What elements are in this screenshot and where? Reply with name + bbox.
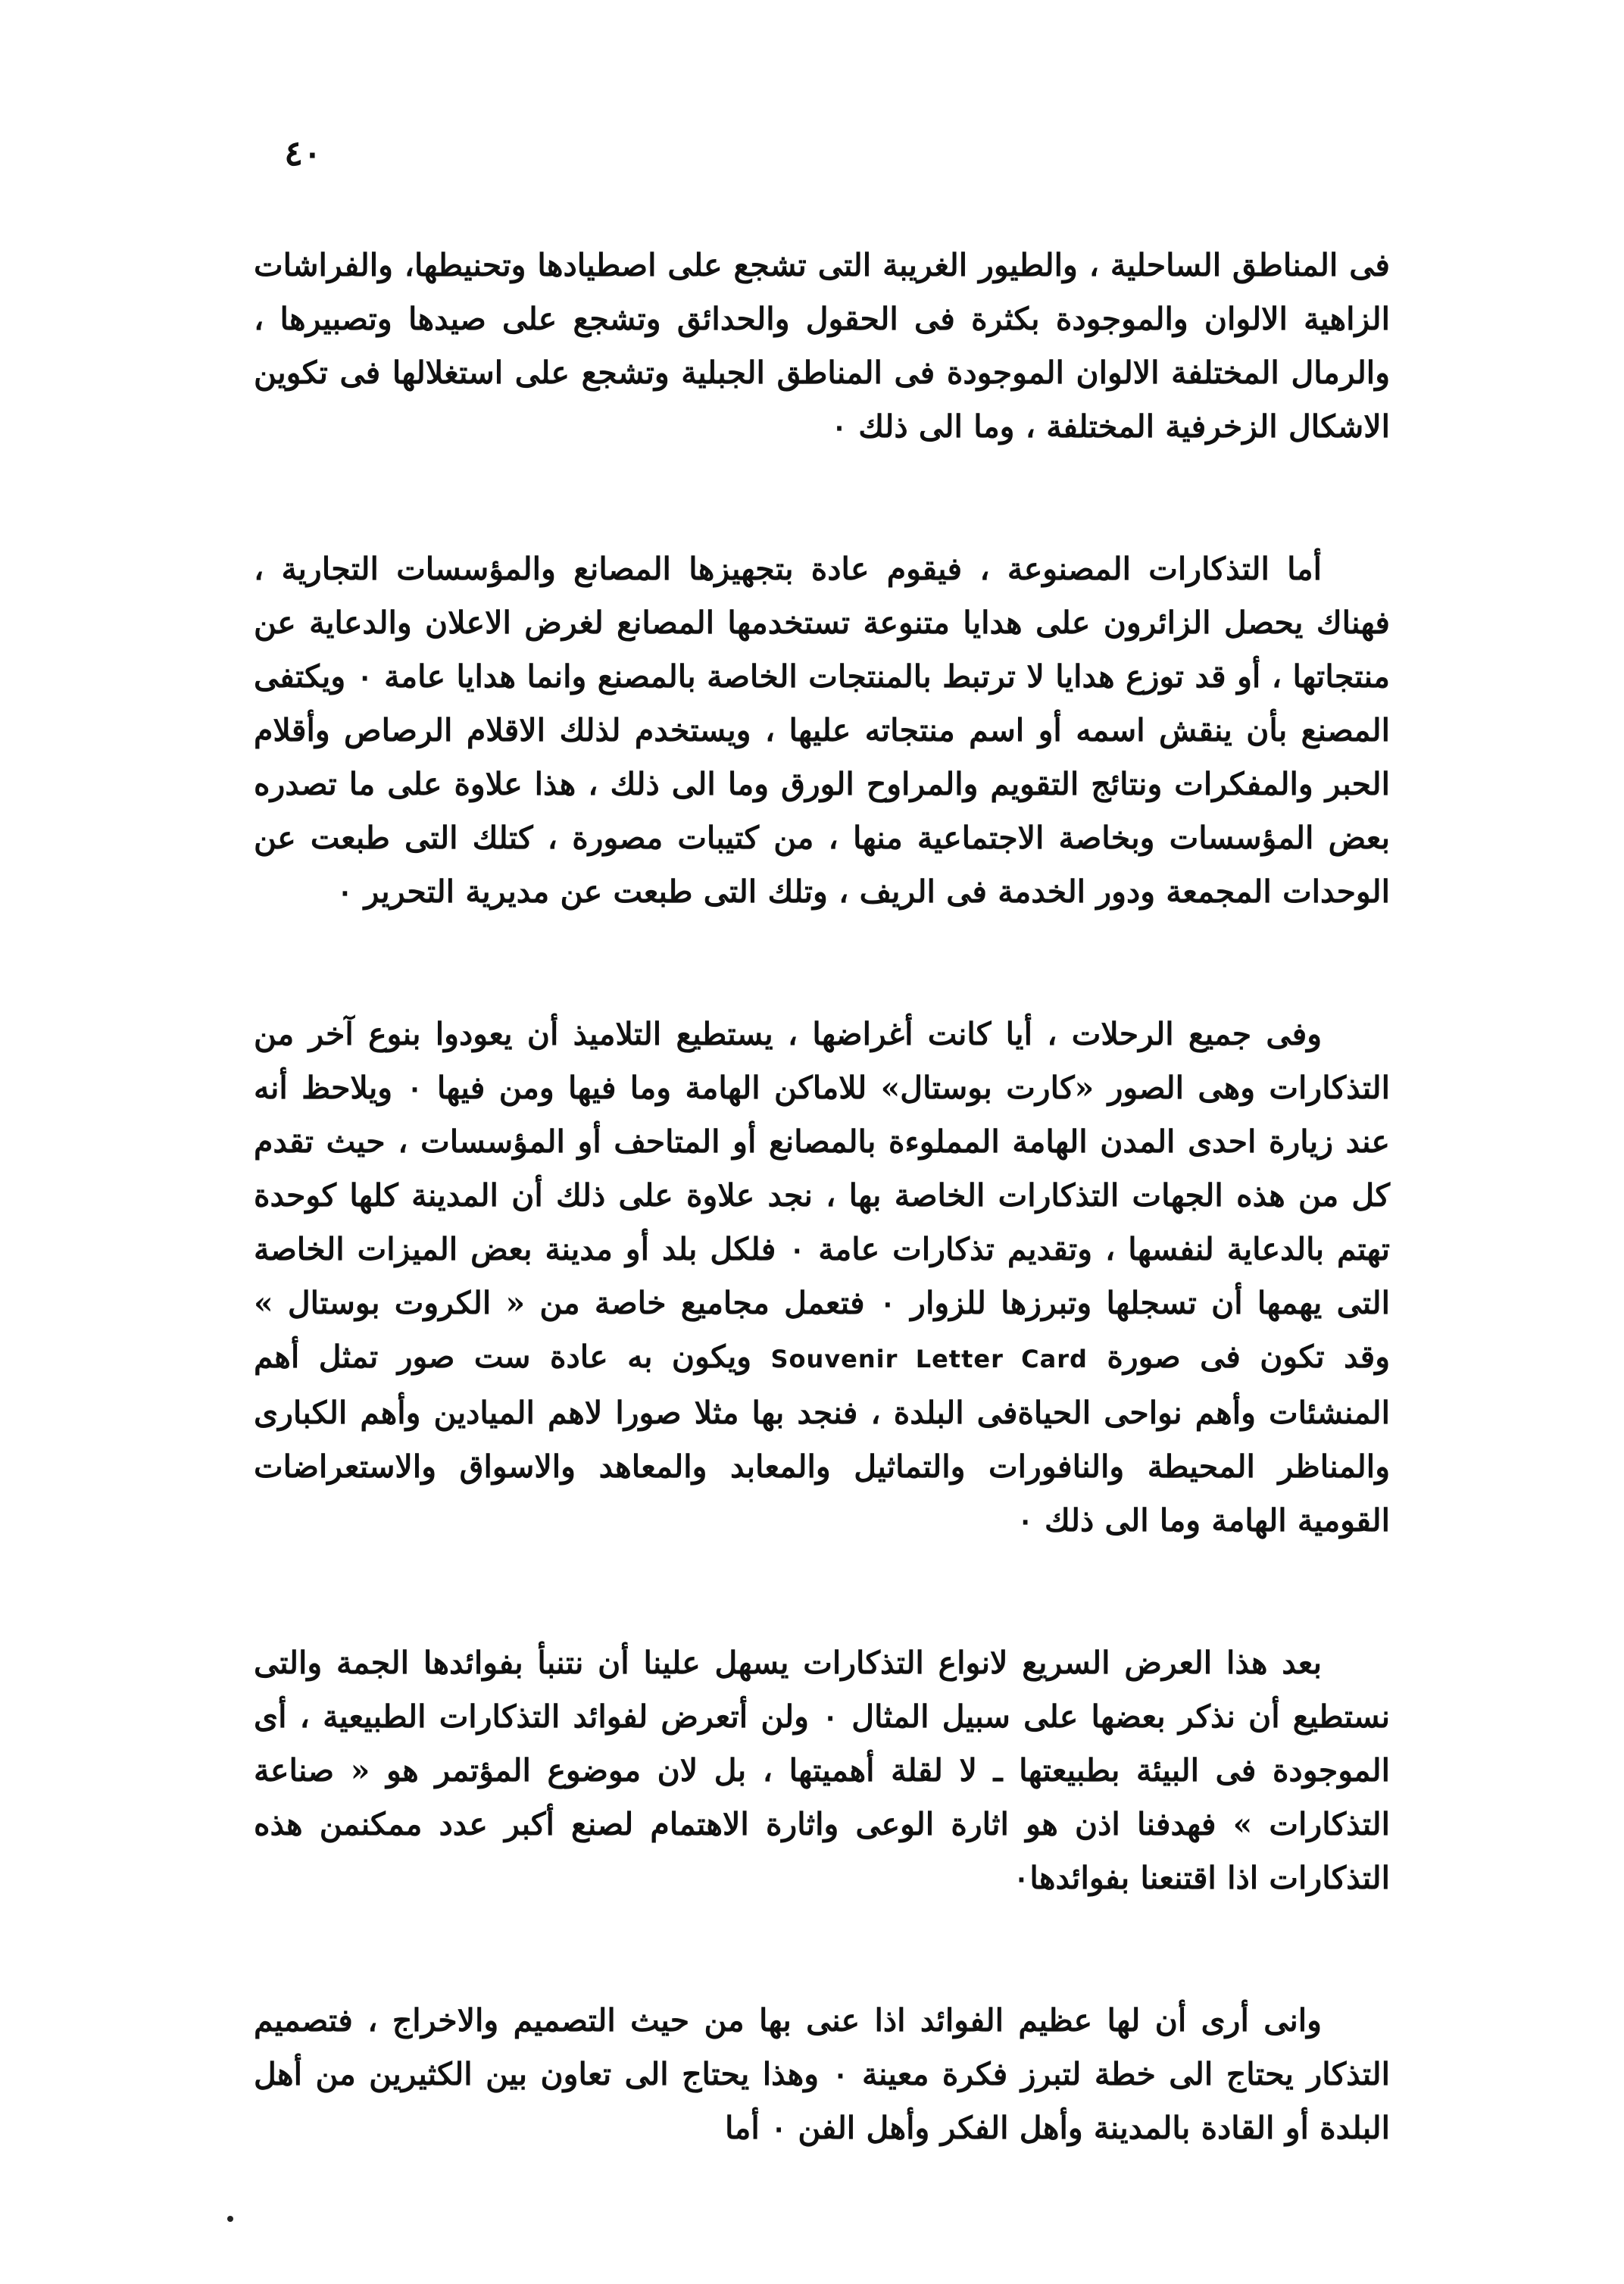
scan-dot xyxy=(227,2216,233,2222)
postcards-text-before: وفى جميع الرحلات ، أيا كانت أغراضها ، يستطيع التلاميذ أن يعودوا بنوع آخر من التذكارات وهى الصور «كارت بوستال» للاماكن الهامة وما فيها ومن فيها ٠ ويلاحظ أنه عند زيارة احدى المدن الهامة المملوءة بالمصانع أو المتاحف أو المؤسسات ، حيث تقدم كل من هذه الجهات التذكارات الخاصة بها ، نجد علاوة على ذلك أن المدينة كلها كوحدة تهتم بالدعاية لنفسها ، وتقديم تذكارات عامة ٠ فلكل بلد أو مدينة بعض الميزات الخاصة التى يهمها أن تسجلها وتبرزها للزوار ٠ فتعمل مجاميع خاصة من « الكروت بوستال » وقد تكون فى صورة xyxy=(254,1016,1391,1375)
page-number: ٤٠ xyxy=(284,133,322,173)
paragraph-manufactured-souvenirs: أما التذكارات المصنوعة ، فيقوم عادة بتجهيزها المصانع والمؤسسات التجارية ، فهناك يحصل الزائرون على هدايا متنوعة تستخدمها المصانع لغرض الاعلان والدعاية عن منتجاتها ، أو قد توزع هدايا لا ترتبط بالمنتجات الخاصة بالمصنع وانما هدايا عامة ٠ ويكتفى المصنع بأن ينقش اسمه أو اسم منتجاته عليها ، ويستخدم لذلك الاقلام الرصاص وأقلام الحبر والمفكرات ونتائج التقويم والمراوح الورق وما الى ذلك ، هذا علاوة على ما تصدره بعض المؤسسات وبخاصة الاجتماعية منها ، من كتيبات مصورة ، كتلك التى طبعت عن الوحدات المجمعة ودور الخدمة فى الريف ، وتلك التى طبعت عن مديرية التحرير ٠ xyxy=(254,551,1390,910)
paragraph-design: وانى أرى أن لها عظيم الفوائد اذا عنى بها من حيث التصميم والاخراج ، فتصميم التذكار يحتاج الى خطة لتبرز فكرة معينة ٠ وهذا يحتاج الى تعاون بين الكثيرين من أهل البلدة أو القادة بالمدينة وأهل الفكر وأهل الفن ٠ أما xyxy=(254,2002,1390,2146)
souvenir-letter-card-term: Souvenir Letter Card xyxy=(770,1345,1088,1373)
paragraph-coastal-souvenirs: فى المناطق الساحلية ، والطيور الغريبة التى تشجع على اصطيادها وتحنيطها، والفراشات الزاهية الالوان والموجودة بكثرة فى الحقول والحدائق وتشجع على صيدها وتصبيرها ، والرمال المختلفة الالوان الموجودة فى المناطق الجبلية وتشجع على استغلالها فى تكوين الاشكال الزخرفية المختلفة ، وما الى ذلك ٠ xyxy=(254,247,1390,445)
paragraph-postcards xyxy=(254,1008,1390,1548)
page-body xyxy=(254,239,1390,2155)
postcards-text-after: ويكون به عادة ست صور تمثل أهم المنشئات وأهم نواحى الحياةفى البلدة ، فنجد بها مثلا صورا لاهم الميادين وأهم الكبارى والمناظر المحيطة والنافورات والتماثيل والمعابد والمعاهد والاسواق والاستعراضات القومية الهامة وما الى ذلك ٠ xyxy=(254,1339,1390,1539)
paragraph-benefits: بعد هذا العرض السريع لانواع التذكارات يسهل علينا أن نتنبأ بفوائدها الجمة والتى نستطيع أن نذكر بعضها على سبيل المثال ٠ ولن أتعرض لفوائد التذكارات الطبيعية ، أى الموجودة فى البيئة بطبيعتها ـ لا لقلة أهميتها ، بل لان موضوع المؤتمر هو « صناعة التذكارات » فهدفنا اذن هو اثارة الوعى واثارة الاهتمام لصنع أكبر عدد ممكنمن هذه التذكارات اذا اقتنعنا بفوائدها٠ xyxy=(254,1645,1390,1896)
